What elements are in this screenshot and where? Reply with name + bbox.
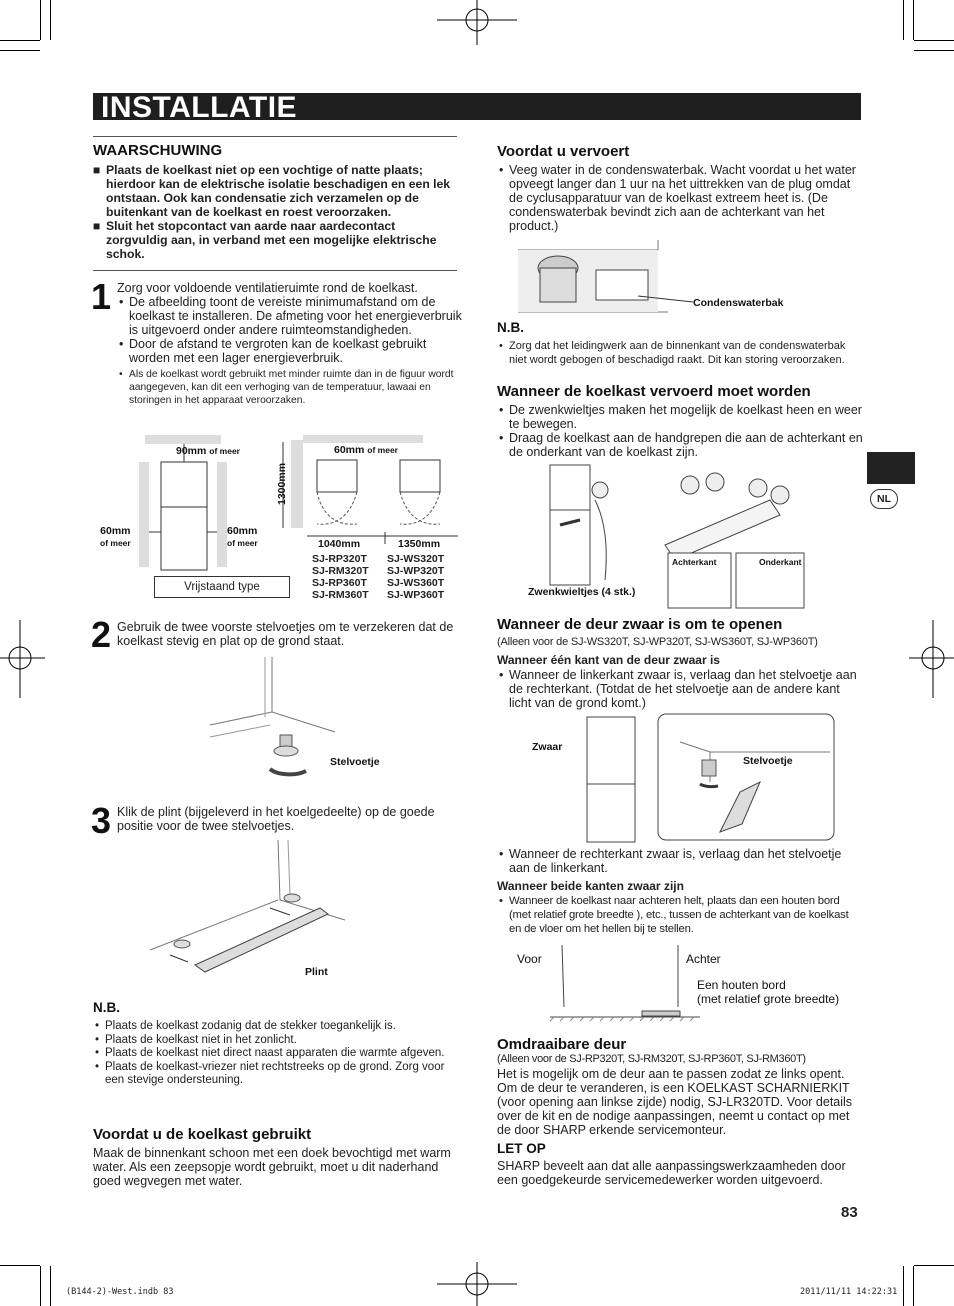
nb-list (93, 1020, 459, 1088)
back-label: Achter (686, 952, 721, 966)
step-number: 3 (91, 800, 112, 841)
list-item: • Wanneer de rechterkant zwaar is, verlaag dan het stelvoetje aan de linkerkant. (497, 847, 863, 875)
condensation-tray-label: Condenswaterbak (693, 297, 784, 309)
footer-file: (B144-2)-West.indb 83 (66, 1287, 174, 1297)
width2-label: 1350mm (398, 538, 441, 550)
models-list-2 (387, 553, 444, 601)
transport-heading: Wanneer de koelkast vervoerd moet worden (497, 383, 811, 400)
one-side-list (497, 668, 863, 710)
model-name: SJ-WS360T (387, 577, 445, 589)
step-number: 2 (91, 614, 112, 655)
heavy-label: Zwaar (532, 741, 563, 753)
crop-mark (913, 0, 914, 40)
list-item: • Zorg dat het leidingwerk aan de binnenkant van de condenswaterbak niet wordt gebogen of beschadigd raakt. Dit kan storing veroorzaken. (497, 340, 847, 367)
warning-heading: WAARSCHUWING (93, 142, 223, 159)
width1-label: 1040mm (318, 538, 361, 550)
left-gap-label: 60mm of meer (100, 525, 131, 548)
crop-mark (903, 1266, 904, 1306)
one-side-heading: Wanneer één kant van de deur zwaar is (497, 653, 720, 667)
model-name: SJ-RM320T (312, 565, 369, 577)
both-sides-list (497, 894, 863, 936)
crop-mark (40, 0, 41, 40)
leveling-foot-illustration (210, 657, 340, 797)
top-gap2-label: 60mm of meer (334, 444, 398, 456)
right-heavy-list (497, 847, 863, 875)
nb-list (497, 340, 847, 367)
heavy-door-illustration (530, 712, 850, 842)
crop-mark (0, 50, 40, 51)
back-handle-label: Achterkant (672, 557, 717, 567)
condensation-tray-illustration (518, 240, 668, 315)
step1-intro: Zorg voor voldoende ventilatieruimte rond de koelkast. (117, 281, 418, 295)
heavy-door-heading: Wanneer de deur zwaar is om te openen (497, 616, 783, 633)
model-name: SJ-WP320T (387, 565, 445, 577)
list-item: • Plaats de koelkast niet in het zonlicht. (93, 1034, 459, 1048)
plinth-label: Plint (305, 966, 328, 978)
before-transport-heading: Voordat u vervoert (497, 143, 630, 160)
crop-mark (914, 50, 954, 51)
crop-mark (0, 1265, 40, 1266)
tilt-illustration (550, 945, 700, 1025)
step3-text: Klik de plint (bijgeleverd in het koelgedeelte) op de goede positie voor de twee stelvoetjes. (117, 805, 435, 833)
crop-mark (0, 40, 40, 41)
leveling-foot-label: Stelvoetje (743, 755, 793, 767)
warning-list (93, 163, 459, 261)
nb-heading: N.B. (93, 1000, 120, 1015)
reversible-text: Het is mogelijk om de deur aan te passen zodat ze links opent. Om de deur te veranderen, is een KOELKAST SCHARNIERKIT (voor opening aan linkse zijde) nodig, SJ-LR320TD. Voor details over de kit en de nodige aanpassingen, neemt u contact op met de door SHARP erkende servicemonteur. (497, 1067, 853, 1137)
nb-heading: N.B. (497, 320, 524, 335)
list-item: • Draag de koelkast aan de handgrepen die aan de achterkant en de onderkant van de koelkast zijn. (497, 431, 863, 459)
models-list-1 (312, 553, 369, 601)
let-op-text: SHARP beveelt aan dat alle aanpassingswerkzaamheden door een goedgekeurde servicemedewerker worden uitgevoerd. (497, 1159, 846, 1187)
list-item: • De zwenkwieltjes maken het mogelijk de koelkast heen en weer te bewegen. (497, 403, 863, 431)
warning-item: ■ Plaats de koelkast niet op een vochtige of natte plaats; hierdoor kan de elektrische isolatie beschadigen en een lek ontstaan. Ook kan condensatie zich verzamelen op de buitenkant van de koelkast en roest veroorzaken. (93, 163, 451, 219)
before-use-heading: Voordat u de koelkast gebruikt (93, 1126, 312, 1143)
language-badge: NL (870, 489, 898, 509)
model-name: SJ-WS320T (387, 553, 445, 565)
right-gap-label: 60mm of meer (227, 525, 258, 548)
plinth-illustration (150, 840, 350, 980)
model-name: SJ-RP320T (312, 553, 367, 565)
list-item: • Door de afstand te vergroten kan de koelkast gebruikt worden met een lager energieverbruik. (117, 337, 462, 365)
list-item: • Plaats de koelkast-vriezer niet rechtstreeks op de grond. Zorg voor een stevige ondersteuning. (93, 1061, 459, 1088)
step1-text (117, 281, 462, 407)
model-name: SJ-WP360T (387, 589, 445, 601)
before-transport-list (497, 163, 863, 233)
list-item: • Veeg water in de condenswaterbak. Wacht voordat u het water opveegt langer dan 1 uur na het uittrekken van de plug omdat de cyclusapparatuur van de koelkast extreem heet is. (De condenswaterbak bevindt zich aan de achterkant van het product.) (497, 163, 863, 233)
title-bar (93, 91, 861, 124)
step2-text: Gebruik de twee voorste stelvoetjes om te verzekeren dat de koelkast stevig en plat op de grond staat. (117, 620, 454, 648)
warning-item: ■ Sluit het stopcontact van aarde naar aardecontact zorgvuldig aan, in verband met een mogelijke elektrische schok. (93, 219, 437, 261)
page-number: 83 (841, 1204, 858, 1221)
bottom-handle-label: Onderkant (759, 557, 802, 567)
before-use-text: Maak de binnenkant schoon met een doek bevochtigd met warm water. Als een zeepsopje wordt gebruikt, moet u dit naderhand goed wegvegen met water. (93, 1146, 451, 1188)
divider (93, 136, 457, 137)
board-label: Een houten bord (met relatief grote breedte) (697, 978, 840, 1006)
list-item: • De afbeelding toont de vereiste minimumafstand om de koelkast te installeren. De afmeting voor het energieverbruik is uitgevoerd onder andere ruimteomstandigheden. (117, 295, 462, 337)
page-title: INSTALLATIE (101, 91, 298, 124)
top-gap-label: 90mm of meer (176, 445, 240, 457)
list-item: • Wanneer de linkerkant zwaar is, verlaag dan het stelvoetje aan de rechterkant. (Totdat de het stelvoetje aan de andere kant licht van de grond komt.) (497, 668, 863, 710)
height-label: 1300mm (276, 462, 288, 505)
both-sides-heading: Wanneer beide kanten zwaar zijn (497, 879, 684, 893)
crop-mark (914, 40, 954, 41)
wheels-label: Zwenkwieltjes (4 stk.) (528, 586, 636, 598)
reversible-subtitle: (Alleen voor de SJ-RP320T, SJ-RM320T, SJ-RP360T, SJ-RM360T) (497, 1053, 806, 1065)
let-op-heading: LET OP (497, 1141, 546, 1156)
transport-list (497, 403, 863, 459)
heavy-door-subtitle: (Alleen voor de SJ-WS320T, SJ-WP320T, SJ-WS360T, SJ-WP360T) (497, 636, 818, 648)
leveling-foot-label: Stelvoetje (330, 756, 380, 768)
footer-date: 2011/11/11 14:22:31 (800, 1287, 898, 1297)
crop-mark (50, 1266, 51, 1306)
model-name: SJ-RP360T (312, 577, 367, 589)
language-tab-marker (867, 452, 915, 484)
list-item: • Als de koelkast wordt gebruikt met minder ruimte dan in de figuur wordt aangegeven, kan dit een verhoging van de temperatuur, lawaai en storingen in het apparaat veroorzaken. (117, 368, 462, 407)
reversible-heading: Omdraaibare deur (497, 1036, 627, 1053)
list-item: • Wanneer de koelkast naar achteren helt, plaats dan een houten bord (met relatief grote breedte ), etc., tussen de achterkant van de koelkast en de vloer om het hellen bij te stellen. (497, 894, 863, 936)
crop-mark (40, 1266, 41, 1306)
model-name: SJ-RM360T (312, 589, 369, 601)
divider (93, 270, 457, 271)
crop-mark (914, 1265, 954, 1266)
front-label: Voor (517, 952, 542, 966)
crop-mark (913, 1266, 914, 1306)
diagram-caption-box: Vrijstaand type (154, 576, 290, 598)
crop-mark (903, 0, 904, 40)
crop-mark (50, 0, 51, 40)
list-item: • Plaats de koelkast niet direct naast apparaten die warmte afgeven. (93, 1047, 459, 1061)
step-number: 1 (91, 276, 112, 317)
list-item: • Plaats de koelkast zodanig dat de stekker toegankelijk is. (93, 1020, 459, 1034)
